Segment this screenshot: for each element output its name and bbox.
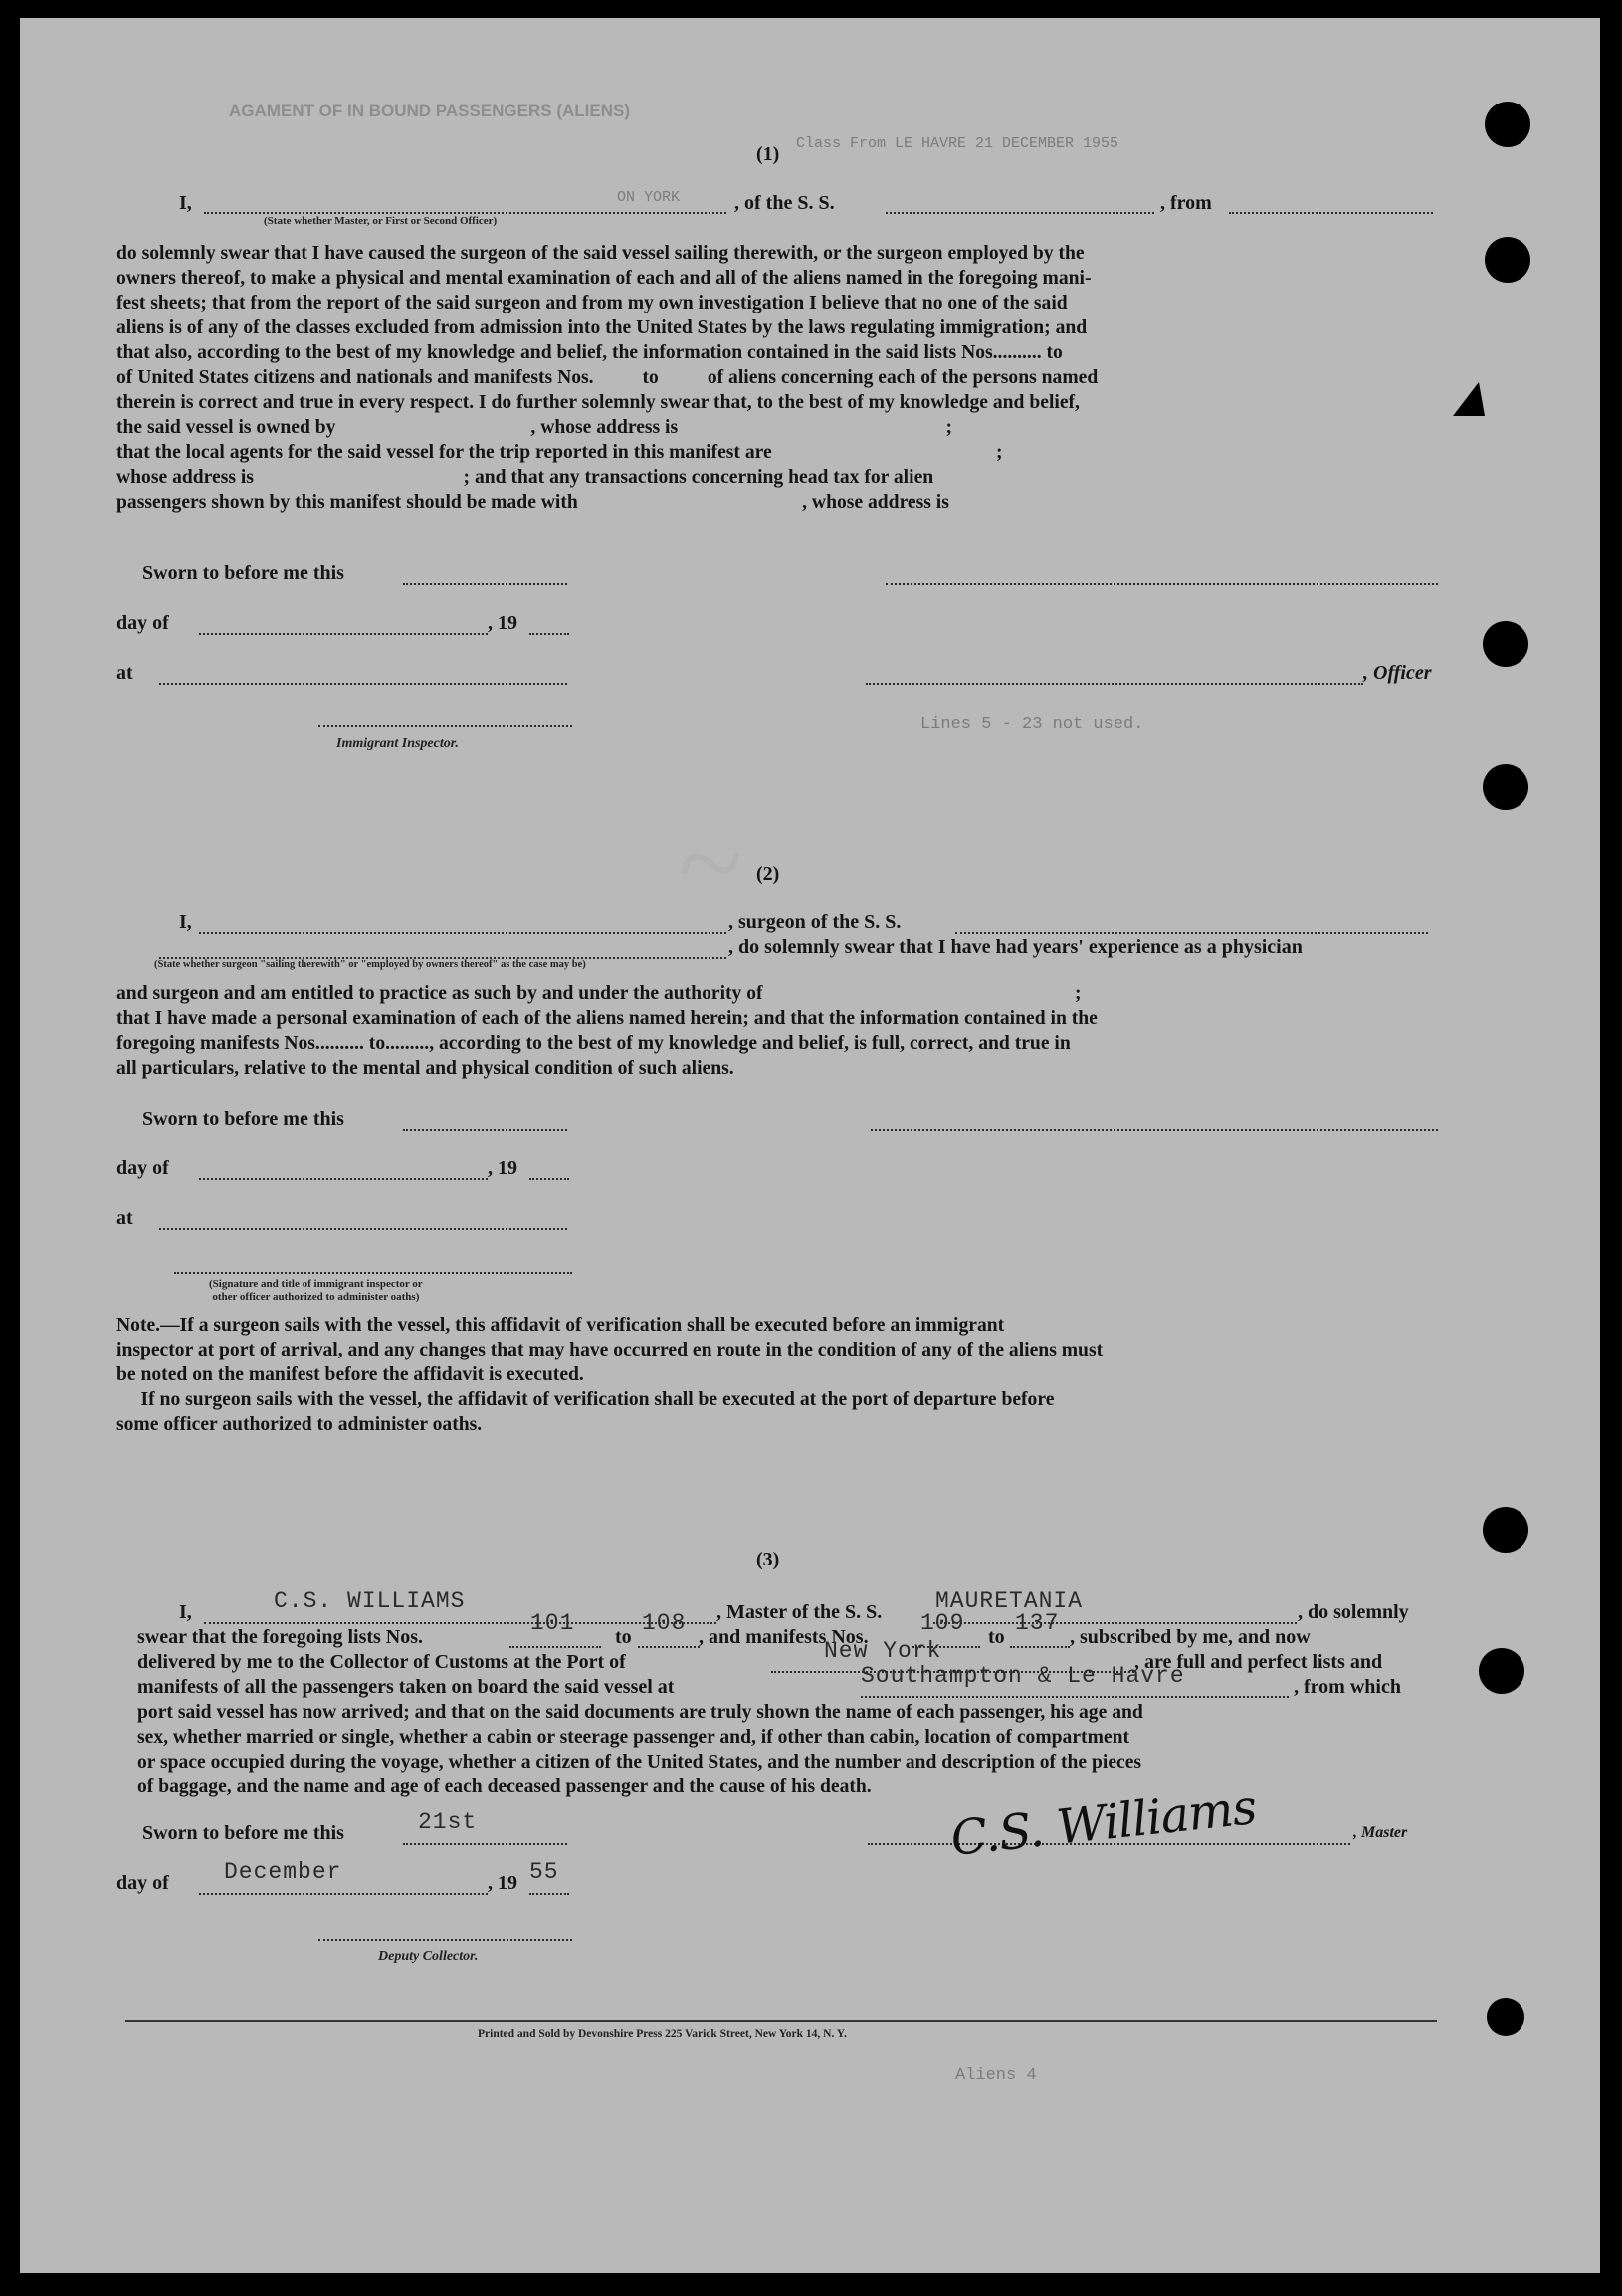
section-3-number: (3) (756, 1549, 780, 1570)
sworn-line-1 (403, 583, 567, 585)
year-line-2 (529, 1178, 569, 1180)
day-of-line-1 (199, 633, 488, 635)
master-name-line-3 (204, 1622, 716, 1624)
year-label-1: , 19 (488, 612, 517, 634)
lists-from: 101 (530, 1610, 575, 1636)
printer-imprint: Printed and Sold by Devonshire Press 225 Varick Street, New York 14, N. Y. (478, 2028, 847, 2040)
day-of-label-2: day of (116, 1157, 169, 1179)
inspector-signature-caption: (Signature and title of immigrant inspector or other officer authorized to administer oaths) (209, 1278, 423, 1303)
master-signature: C.S. Williams (947, 1779, 1259, 1867)
port-value: New York (824, 1638, 942, 1664)
lists-from-line (509, 1646, 601, 1648)
section-2-intro: I, (179, 911, 192, 933)
of-ss-label: , of the S. S. (734, 192, 835, 214)
inspector-signature-line (174, 1272, 572, 1274)
ship-name-line (886, 212, 1154, 214)
torn-edge-mark (1453, 382, 1485, 416)
signature-line-1 (886, 583, 1438, 585)
at-label-2: at (116, 1207, 133, 1229)
surgeon-note-paragraph: Note.—If a surgeon sails with the vessel, this affidavit of verification shall be executed before an immigrant inspector at port of arrival, and any changes that may have occurred en route in the condition of any of the aliens must be noted on the manifest before the affidavit is executed. If no surgeon sails with the vessel, the affidavit of verification shall be executed at the port of departure before some officer authorized to administer oaths. (116, 1315, 1104, 1435)
manifests-from: 109 (920, 1610, 965, 1636)
punch-hole (1487, 1998, 1524, 2036)
master-name-line (204, 212, 726, 214)
lists-to-line (638, 1646, 700, 1648)
manifests-to: 137 (1015, 1610, 1060, 1636)
surgeon-ship-line (955, 932, 1428, 934)
departure-ports: Southampton & Le Havre (861, 1663, 1185, 1689)
day-of-line-3 (199, 1893, 488, 1895)
punch-hole (1485, 102, 1530, 147)
bleed-through-text: Lines 5 - 23 not used. (920, 715, 1144, 733)
do-solemnly-label: , do solemnly (1298, 1601, 1409, 1623)
day-of-label-1: day of (116, 612, 169, 634)
sworn-line-3 (403, 1843, 567, 1845)
subscribed-label: , subscribed by me, and now (1070, 1626, 1311, 1648)
ship-name-line-3 (933, 1622, 1297, 1624)
at-line-1 (159, 683, 567, 685)
surgeon-note: (State whether surgeon "sailing therewith" or "employed by owners thereof" as the case may be) (154, 959, 586, 970)
deputy-collector-line (318, 1939, 572, 1941)
surgeon-name-line (199, 932, 726, 934)
inspector-line (318, 725, 572, 727)
year-line-1 (529, 633, 569, 635)
sworn-day: 21st (418, 1809, 478, 1835)
footer-rule (125, 2020, 1437, 2022)
manifest-page (20, 18, 1600, 2273)
sworn-month: December (224, 1859, 342, 1885)
day-of-label-3: day of (116, 1872, 169, 1894)
master-name: C.S. WILLIAMS (274, 1588, 466, 1614)
punch-hole (1485, 237, 1530, 283)
lists-to-label: to (615, 1626, 632, 1648)
bleed-through-text: Aliens 4 (955, 2066, 1037, 2085)
section-1-number: (1) (756, 143, 780, 165)
from-which-label: , from which (1294, 1676, 1401, 1698)
port-label: delivered by me to the Collector of Customs at the Port of (137, 1651, 626, 1673)
bleed-through-text: ON YORK (617, 189, 681, 206)
from-label: , from (1160, 192, 1212, 214)
sworn-year: 55 (529, 1859, 559, 1885)
departure-label: manifests of all the passengers taken on board the said vessel at (137, 1676, 675, 1698)
officer-label: , Officer (1363, 662, 1432, 684)
at-label-1: at (116, 662, 133, 684)
section-3-intro: I, (179, 1601, 192, 1623)
sworn-label-1: Sworn to before me this (142, 562, 344, 584)
sworn-label-2: Sworn to before me this (142, 1108, 344, 1130)
swear-line: , do solemnly swear that I have had years' experience as a physician (728, 937, 1303, 958)
manifests-to-label: to (988, 1626, 1005, 1648)
ship-name: MAURETANIA (935, 1588, 1084, 1614)
sworn-label-3: Sworn to before me this (142, 1822, 344, 1844)
master-note: (State whether Master, or First or Second Officer) (264, 215, 498, 227)
signature-line-2 (871, 1129, 1438, 1131)
master-of-label: , Master of the S. S. (716, 1601, 883, 1623)
bleed-through-text: AGAMENT OF IN BOUND PASSENGERS (ALIENS) (229, 102, 630, 120)
full-lists-label: , are full and perfect lists and (1134, 1651, 1383, 1673)
master-label: , Master (1353, 1824, 1408, 1841)
year-label-2: , 19 (488, 1157, 517, 1179)
year-line-3 (529, 1893, 569, 1895)
section-3-body: port said vessel has now arrived; and that on the said documents are truly shown the name of each passenger, his age and sex, whether married or single, whether a cabin or steerage passenger and, if other than cabin, location of compartment or space occupied during the voyage, whether a citizen of the United States, and the number and description of the pieces of baggage, and the name and age of each deceased passenger and the cause of his death. (137, 1702, 1143, 1797)
punch-hole (1483, 1507, 1528, 1553)
officer-line (866, 683, 1363, 685)
from-port-line (1229, 212, 1433, 214)
punch-hole (1479, 1648, 1524, 1694)
faint-pencil-marks: ~ (677, 796, 741, 929)
inspector-caption: Immigrant Inspector. (336, 736, 459, 751)
surgeon-of-label: , surgeon of the S. S. (728, 911, 902, 933)
lists-to: 108 (642, 1610, 687, 1636)
section-1-body: do solemnly swear that I have caused the surgeon of the said vessel sailing therewith, or the surgeon employed by the owners thereof, to make a physical and mental examination of each and all of the aliens named in the foregoing mani- fest sheets; that from the report of the said surgeon and from my own investigation I believe that no one of the said aliens is of any of the classes excluded from admission into the United States by the laws regulating immigration; and that also, according to the best of my knowledge and belief, the information contained in the said lists Nos.......... to of United States citizens and nationals and manifests Nos. to of aliens concerning each of the persons named therein is correct and true in every respect. I do further solemnly swear that, to the best of my knowledge and belief, the said vessel is owned by , whose address is ; that the local agents for the said vessel for the trip reported in this manifest are ; whose address is ; and that any transactions concerning head tax for alien passengers shown by this manifest should be made with , whose address is (116, 243, 1099, 513)
day-of-line-2 (199, 1178, 488, 1180)
bleed-through-text: Class From LE HAVRE 21 DECEMBER 1955 (796, 135, 1119, 152)
lists-label: swear that the foregoing lists Nos. (137, 1626, 424, 1648)
year-label-3: , 19 (488, 1872, 517, 1894)
deputy-collector-caption: Deputy Collector. (378, 1949, 479, 1964)
sworn-line-2 (403, 1129, 567, 1131)
at-line-2 (159, 1228, 567, 1230)
section-1-intro: I, (179, 192, 192, 214)
punch-hole (1483, 764, 1528, 810)
punch-hole (1483, 621, 1528, 667)
section-2-number: (2) (756, 863, 780, 885)
manifests-to-line (1010, 1646, 1070, 1648)
section-2-body: and surgeon and am entitled to practice as such by and under the authority of ; that I have made a personal examination of each of the aliens named herein; and that the information contained in the foregoing manifests Nos.......... to........., according to the best of my knowledge and belief, is full, correct, and true in all particulars, relative to the mental and physical condition of such aliens. (116, 983, 1098, 1079)
departure-line (861, 1696, 1289, 1698)
manifests-label: , and manifests Nos. (699, 1626, 869, 1648)
